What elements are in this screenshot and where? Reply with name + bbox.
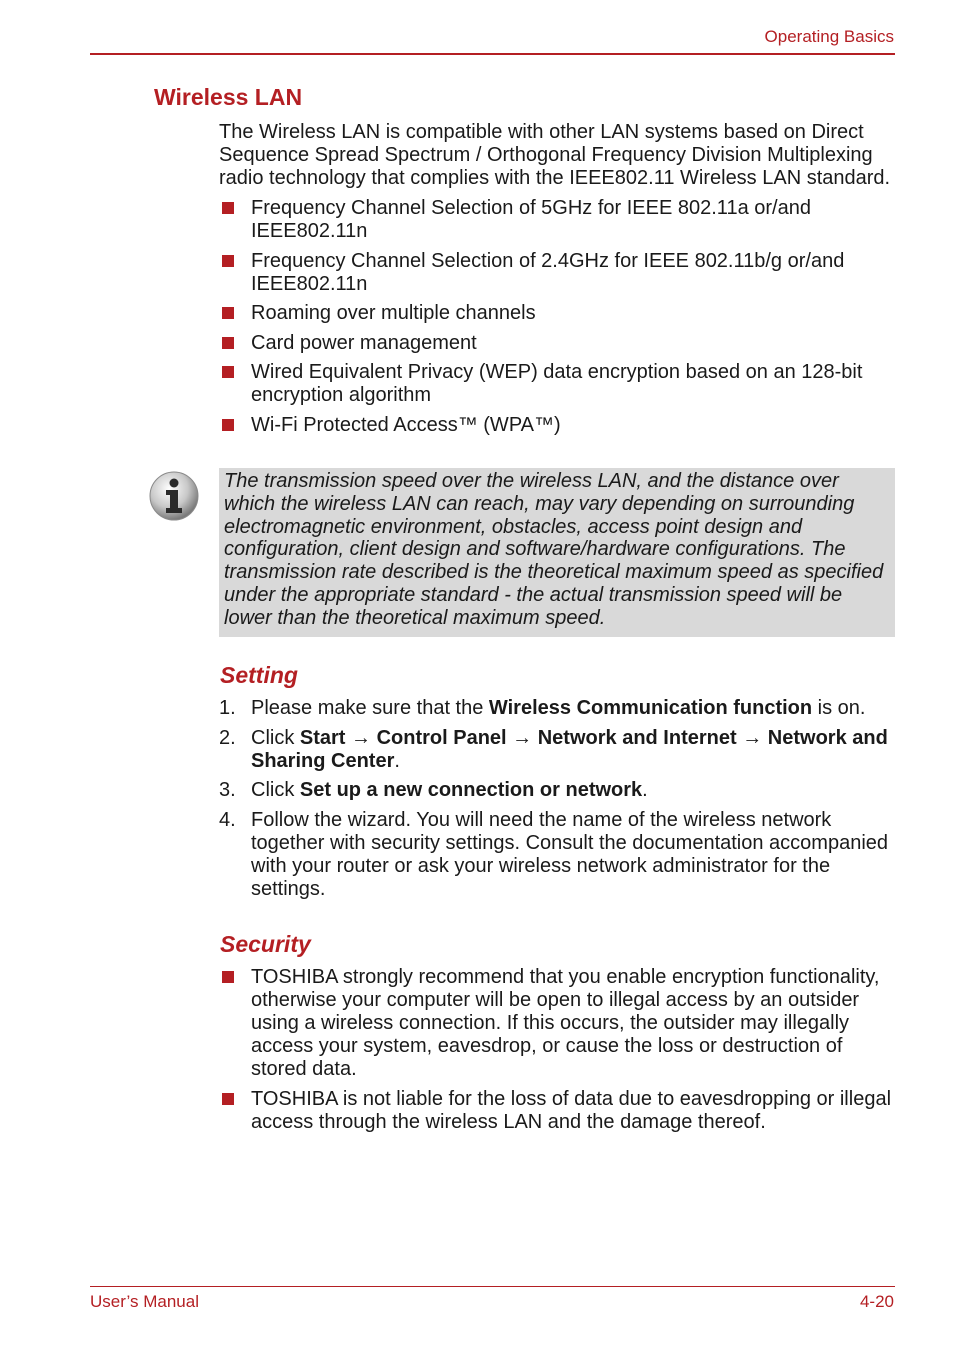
list-item: Wired Equivalent Privacy (WEP) data encryption based on an 128-bit encryption algorithm bbox=[219, 361, 894, 407]
square-bullet-icon bbox=[222, 366, 234, 378]
security-list bbox=[219, 966, 894, 1134]
square-bullet-icon bbox=[222, 307, 234, 319]
header-rule bbox=[90, 53, 895, 55]
square-bullet-icon bbox=[222, 971, 234, 983]
setting-heading: Setting bbox=[220, 662, 298, 688]
feature-list bbox=[219, 197, 894, 437]
page-number: 4-20 bbox=[859, 1292, 894, 1311]
security-block bbox=[219, 966, 894, 1140]
intro-paragraph: The Wireless LAN is compatible with other LAN systems based on Direct Sequence Spread Spectrum / Orthogonal Frequency Division Multiplexing radio technology that complies with the IEEE802.11 Wireless LAN standard. bbox=[219, 121, 891, 189]
list-item: Frequency Channel Selection of 5GHz for IEEE 802.11a or/and IEEE802.11n bbox=[219, 197, 894, 243]
setting-block bbox=[219, 697, 894, 907]
square-bullet-icon bbox=[222, 1093, 234, 1105]
list-item: 4. Follow the wizard. You will need the name of the wireless network together with security settings. Consult the documentation accompanied with your router or ask your wireless network administrator for the settings. bbox=[219, 808, 889, 900]
arrow-icon: → bbox=[742, 726, 763, 749]
list-item: 3. Click Set up a new connection or network. bbox=[219, 779, 648, 801]
square-bullet-icon bbox=[222, 255, 234, 267]
list-item: 1. Please make sure that the Wireless Communication function is on. bbox=[219, 697, 866, 719]
note-box bbox=[219, 468, 895, 637]
square-bullet-icon bbox=[222, 202, 234, 214]
footer-manual-title: User’s Manual bbox=[90, 1292, 199, 1311]
list-item: Roaming over multiple channels bbox=[219, 302, 894, 325]
list-item: 2. Click Start → Control Panel → Network and Internet → Network and Sharing Center. bbox=[219, 726, 888, 772]
intro-block bbox=[219, 121, 894, 443]
note-text: The transmission speed over the wireless LAN, and the distance over which the wireless LAN can reach, may vary depending on surrounding electromagnetic environment, obstacles, access point design and configuration, client design and software/hardware configurations. The transmission rate described is the theoretical maximum speed as specified under the appropriate standard - the actual transmission speed will be lower than the theoretical maximum speed. bbox=[224, 470, 884, 629]
list-item: Wi-Fi Protected Access™ (WPA™) bbox=[219, 414, 894, 437]
info-icon bbox=[148, 470, 200, 522]
arrow-icon: → bbox=[351, 726, 372, 749]
list-item: Card power management bbox=[219, 332, 894, 355]
square-bullet-icon bbox=[222, 419, 234, 431]
list-item: TOSHIBA strongly recommend that you enable encryption functionality, otherwise your computer will be open to illegal access by an outsider using a wireless connection. If this occurs, the outsider may illegally access your system, eavesdrop, or cause the loss or destruction of stored data. bbox=[219, 966, 894, 1081]
footer-rule bbox=[90, 1286, 895, 1287]
square-bullet-icon bbox=[222, 337, 234, 349]
running-header: Operating Basics bbox=[764, 27, 894, 46]
security-heading: Security bbox=[220, 931, 311, 957]
setting-steps bbox=[219, 697, 894, 901]
list-item: Frequency Channel Selection of 2.4GHz for IEEE 802.11b/g or/and IEEE802.11n bbox=[219, 250, 894, 296]
list-item: TOSHIBA is not liable for the loss of data due to eavesdropping or illegal access through the wireless LAN and the damage thereof. bbox=[219, 1088, 894, 1134]
arrow-icon: → bbox=[512, 726, 533, 749]
section-title: Wireless LAN bbox=[154, 84, 303, 110]
